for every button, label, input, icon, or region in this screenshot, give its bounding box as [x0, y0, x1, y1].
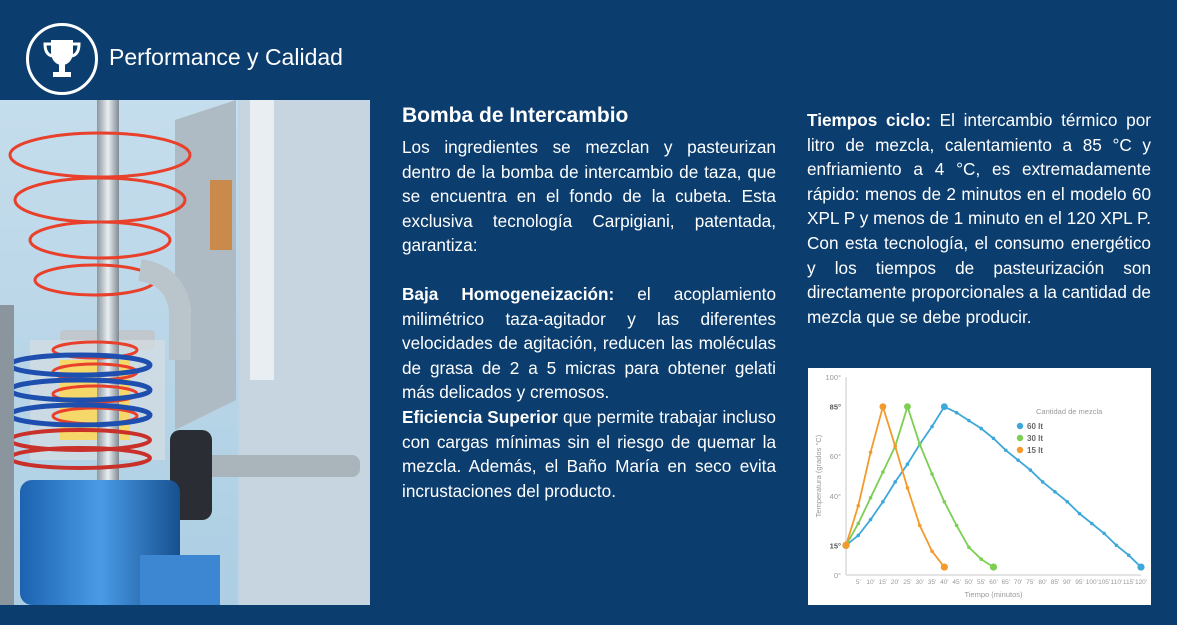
- x-tick-label: 120': [1134, 579, 1148, 586]
- legend-swatch: [1017, 435, 1023, 441]
- x-tick-label: 30': [915, 579, 924, 586]
- efficiency-paragraph: [402, 405, 776, 503]
- data-point: [992, 437, 996, 441]
- data-point: [979, 557, 983, 561]
- y-tick-label: 0°: [833, 571, 841, 580]
- data-point: [856, 522, 860, 526]
- data-point: [955, 411, 959, 415]
- x-tick-label: 70': [1013, 579, 1023, 586]
- data-point: [990, 563, 997, 570]
- data-point: [893, 480, 897, 484]
- x-tick-label: 75': [1026, 579, 1035, 586]
- cycle-times-text: El intercambio térmico por litro de mezcla, calentamiento a 85 °C y enfriamiento a 4 °C, es extremadamente rápido: menos de 2 minutos en el modelo 60 XPL P y menos de 1 minuto en el 120 XPL P. Con esta tecnología, el consumo energético y los tiempos de pasteurización son directamente proporcionales a la cantidad de mezcla que se debe producir.: [807, 110, 1151, 327]
- data-point: [881, 500, 885, 504]
- data-point: [906, 462, 910, 466]
- x-tick-label: 85': [1050, 579, 1060, 586]
- legend-entry: 30 lt: [1027, 434, 1044, 443]
- legend-swatch: [1017, 423, 1023, 429]
- y-tick-label: 85°: [829, 402, 841, 412]
- x-tick-label: 80': [1038, 579, 1047, 586]
- homogenization-paragraph: [402, 282, 776, 405]
- x-tick-label: 20': [890, 579, 900, 586]
- efficiency-text: que permite trabajar incluso con cargas mínimas sin el riesgo de quemar la mezcla. Además, el Baño María en seco evita incrustaciones del producto.: [402, 406, 776, 501]
- cycle-times-paragraph: [807, 108, 1151, 329]
- trophy-icon: [42, 38, 82, 80]
- cycle-times-title: Tiempos ciclo:: [807, 110, 931, 130]
- data-point: [941, 563, 948, 570]
- x-tick-label: 60': [989, 579, 998, 586]
- x-tick-label: 95': [1075, 579, 1084, 586]
- data-point: [930, 549, 934, 553]
- data-point: [918, 524, 922, 528]
- x-tick-label: 35': [927, 579, 937, 586]
- data-point: [930, 425, 934, 429]
- x-tick-label: 110': [1110, 579, 1123, 586]
- right-text-column: [807, 108, 1151, 329]
- data-point: [869, 450, 873, 454]
- x-tick-label: 115': [1122, 579, 1135, 586]
- data-point: [1053, 490, 1057, 494]
- x-axis-label: Tiempo (minutos): [964, 590, 1023, 599]
- homogenization-title: Baja Homogeneización:: [402, 283, 615, 304]
- left-text-column: [402, 135, 776, 503]
- x-tick-label: 45': [952, 579, 961, 586]
- x-tick-label: 90': [1063, 579, 1072, 586]
- data-point: [869, 518, 873, 522]
- data-point: [955, 524, 959, 528]
- data-point: [906, 486, 910, 490]
- legend-entry: 15 lt: [1027, 446, 1044, 455]
- data-point: [904, 403, 911, 410]
- data-point: [943, 500, 947, 504]
- x-tick-label: 65': [1001, 579, 1011, 586]
- data-point: [967, 545, 971, 549]
- y-tick-label: 40°: [829, 491, 841, 501]
- data-point: [979, 427, 983, 431]
- data-point: [941, 403, 948, 410]
- x-tick-label: 10': [866, 579, 875, 586]
- legend-entry: 60 lt: [1027, 422, 1044, 431]
- x-tick-label: 5': [855, 579, 861, 586]
- intro-paragraph: Los ingredientes se mezclan y pasteurizan dentro de la bomba de intercambio de taza, que se encuentra en el fondo de la cubeta. Esta exclusiva tecnología Carpigiani, patentada, garantiza:: [402, 137, 776, 256]
- data-point: [856, 504, 860, 508]
- x-tick-label: 105': [1098, 579, 1111, 586]
- efficiency-title: Eficiencia Superior: [402, 406, 558, 427]
- legend-title: Cantidad de mezcla: [1036, 407, 1103, 416]
- data-point: [1029, 468, 1033, 472]
- x-tick-label: 25': [903, 579, 912, 586]
- data-point: [930, 472, 934, 476]
- pump-illustration: [0, 100, 370, 605]
- data-point: [856, 534, 860, 538]
- temperature-chart: [808, 368, 1151, 605]
- x-tick-label: 15': [878, 579, 888, 586]
- data-point: [1016, 458, 1020, 462]
- y-tick-label: 100°: [825, 373, 841, 382]
- x-tick-label: 40': [940, 579, 949, 586]
- data-point: [967, 419, 971, 423]
- homogenization-text: el acoplamiento milimétrico taza-agitador y las diferentes velocidades de agitación, reducen las moléculas de grasa de 2 a 5 micras para obtener gelati más delicados y cremosos.: [402, 283, 777, 403]
- y-tick-label: 60°: [829, 452, 841, 462]
- data-point: [1102, 532, 1106, 536]
- data-point: [1078, 512, 1082, 516]
- data-point: [842, 542, 849, 549]
- data-point: [1090, 522, 1094, 526]
- section-heading: Bomba de Intercambio: [402, 104, 629, 127]
- data-point: [879, 403, 886, 410]
- x-tick-label: 55': [976, 579, 986, 586]
- data-point: [1137, 563, 1144, 570]
- temperature-chart-svg: [808, 368, 1151, 605]
- data-point: [869, 496, 873, 500]
- series-line-1: [846, 407, 994, 567]
- trophy-badge: [26, 23, 98, 95]
- x-tick-label: 50': [964, 579, 974, 586]
- legend-swatch: [1017, 447, 1023, 453]
- data-point: [1115, 544, 1119, 548]
- data-point: [881, 470, 885, 474]
- page-title: Performance y Calidad: [109, 44, 343, 70]
- y-tick-label: 15°: [829, 541, 841, 551]
- x-tick-label: 100': [1085, 579, 1098, 586]
- data-point: [1065, 500, 1069, 504]
- data-point: [1041, 480, 1045, 484]
- data-point: [918, 443, 922, 447]
- data-point: [893, 445, 897, 449]
- data-point: [1004, 448, 1008, 452]
- y-axis-label: Temperatura (grados °C): [814, 434, 823, 518]
- data-point: [1127, 553, 1131, 557]
- header: [0, 0, 1177, 110]
